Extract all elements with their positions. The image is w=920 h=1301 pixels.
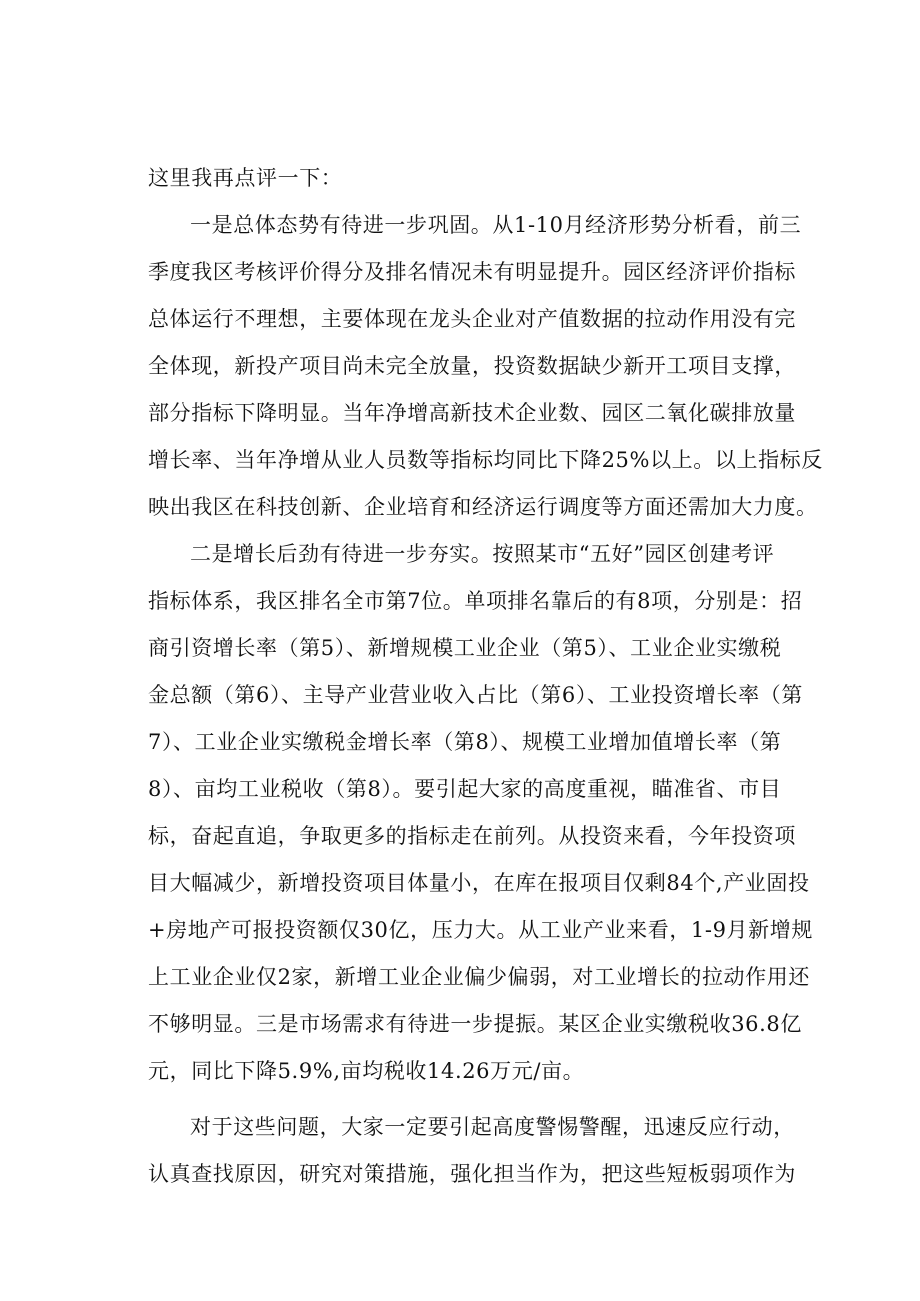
text-line-para2-start: 二是增长后劲有待进一步夯实。按照某市“五好”园区创建考评	[190, 542, 775, 566]
text-line: 目大幅减少，新增投资项目体量小，在库在报项目仅剩84个,产业固投	[148, 871, 810, 895]
text-line: 不够明显。三是市场需求有待进一步提振。某区企业实缴税收36.8亿	[148, 1012, 802, 1036]
text-line: 认真查找原因，研究对策措施，强化担当作为，把这些短板弱项作为	[148, 1162, 796, 1186]
text-line: 全体现，新投产项目尚未完全放量，投资数据缺少新开工项目支撑，	[148, 354, 796, 378]
text-line-intro: 这里我再点评一下：	[148, 166, 343, 190]
text-line: 上工业企业仅2家，新增工业企业偏少偏弱，对工业增长的拉动作用还	[148, 965, 810, 989]
text-line: 指标体系，我区排名全市第7位。单项排名靠后的有8项，分别是：招	[148, 589, 803, 613]
text-line: 部分指标下降明显。当年净增高新技术企业数、园区二氧化碳排放量	[148, 401, 796, 425]
text-line: 增长率、当年净增从业人员数等指标均同比下降25%以上。以上指标反	[148, 448, 823, 472]
text-line-para3-start: 对于这些问题，大家一定要引起高度警惕警醒，迅速反应行动，	[190, 1115, 795, 1139]
text-line: 映出我区在科技创新、企业培育和经济运行调度等方面还需加大力度。	[148, 495, 818, 519]
text-line: 总体运行不理想，主要体现在龙头企业对产值数据的拉动作用没有完	[148, 307, 796, 331]
text-line: 8）、亩均工业税收（第8）。要引起大家的高度重视，瞄准省、市目	[148, 777, 782, 801]
text-line: 商引资增长率（第5）、新增规模工业企业（第5）、工业企业实缴税	[148, 636, 782, 660]
text-line: 标，奋起直追，争取更多的指标走在前列。从投资来看，今年投资项	[148, 824, 796, 848]
text-line: 7）、工业企业实缴税金增长率（第8）、规模工业增加值增长率（第	[148, 730, 782, 754]
text-line: 季度我区考核评价得分及排名情况未有明显提升。园区经济评价指标	[148, 260, 796, 284]
text-line: +房地产可报投资额仅30亿，压力大。从工业产业来看，1-9月新增规	[148, 918, 813, 942]
text-line-para1-start: 一是总体态势有待进一步巩固。从1-10月经济形势分析看，前三	[190, 213, 802, 237]
text-line: 金总额（第6）、主导产业营业收入占比（第6）、工业投资增长率（第	[148, 683, 803, 707]
text-line: 元，同比下降5.9%,亩均税收14.26万元/亩。	[148, 1059, 585, 1083]
